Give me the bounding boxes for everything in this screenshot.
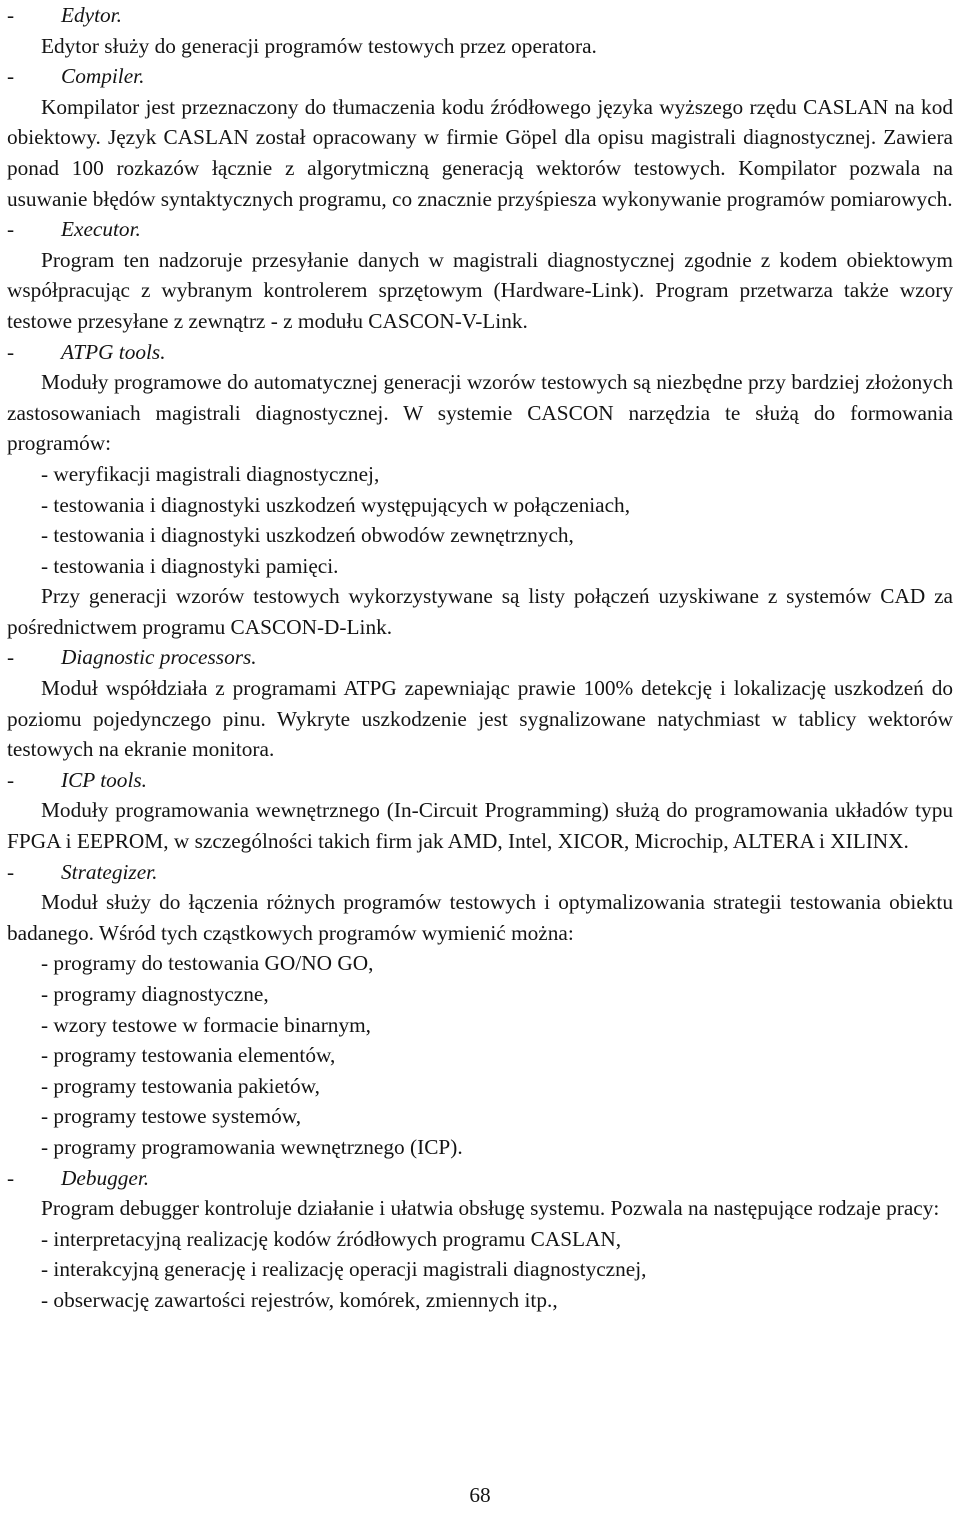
list-item: - wzory testowe w formacie binarnym, [41, 1012, 371, 1037]
heading-dash: - [7, 64, 15, 89]
section-heading [7, 642, 953, 673]
section-title: Compiler. [61, 64, 145, 89]
section-heading [7, 214, 953, 245]
heading-dash: - [7, 645, 15, 670]
section-heading [7, 0, 953, 31]
list-item: - weryfikacji magistrali diagnostycznej, [41, 461, 380, 486]
paragraph: Przy generacji wzorów testowych wykorzystywane są listy połączeń uzyskiwane z systemów CAD za pośrednictwem programu CASCON-D-Link. [7, 584, 953, 639]
heading-dash: - [7, 217, 15, 242]
heading-dash: - [7, 3, 15, 27]
list-item: - interakcyjną generację i realizację operacji magistrali diagnostycznej, [41, 1257, 647, 1282]
paragraph: Kompilator jest przeznaczony do tłumaczenia kodu źródłowego języka wyższego rzędu CASLAN na kod obiektowy. Język CASLAN został opracowany w firmie Göpel dla opisu magistrali diagnostycznej. Zawiera ponad 100 rozkazów łącznie z algorytmiczną generacją wektorów testowych. Kompilator pozwala na usuwanie błędów syntaktycznych programu, co znacznie przyśpiesza wykonywanie programów pomiarowych. [7, 94, 953, 211]
heading-dash: - [7, 1165, 15, 1190]
list-item: - programy testowe systemów, [41, 1104, 302, 1129]
section-title: Strategizer. [61, 859, 158, 884]
heading-dash: - [7, 339, 15, 364]
section-title: Edytor. [61, 3, 122, 27]
section-heading [7, 857, 953, 888]
section-title: Debugger. [61, 1165, 150, 1190]
list-item: - programy do testowania GO/NO GO, [41, 951, 374, 976]
section-title: ATPG tools. [61, 339, 166, 364]
list-item: - interpretacyjną realizację kodów źródłowych programu CASLAN, [41, 1226, 622, 1251]
list-item: - programy programowania wewnętrznego (ICP). [41, 1134, 463, 1159]
list-item: - programy testowania pakietów, [41, 1073, 320, 1098]
section-title: ICP tools. [61, 767, 147, 792]
section-title: Executor. [61, 217, 141, 242]
section-title: Diagnostic processors. [61, 645, 257, 670]
section-heading [7, 337, 953, 368]
list-item: - testowania i diagnostyki uszkodzeń obwodów zewnętrznych, [41, 523, 574, 548]
section-heading [7, 765, 953, 796]
heading-dash: - [7, 767, 15, 792]
paragraph: Edytor służy do generacji programów testowych przez operatora. [41, 33, 597, 58]
paragraph: Program debugger kontroluje działanie i ułatwia obsługę systemu. Pozwala na następujące rodzaje pracy: [41, 1196, 940, 1221]
section-heading [7, 1163, 953, 1194]
list-item: - programy diagnostyczne, [41, 982, 269, 1006]
heading-dash: - [7, 859, 15, 884]
list-item: - programy testowania elementów, [41, 1043, 336, 1068]
section-heading [7, 61, 953, 92]
page-number: 68 [469, 1483, 491, 1507]
paragraph: Moduł służy do łączenia różnych programów testowych i optymalizowania strategii testowania obiektu badanego. Wśród tych cząstkowych programów wymienić można: [7, 890, 953, 945]
list-item: - testowania i diagnostyki uszkodzeń występujących w połączeniach, [41, 492, 631, 517]
document-body [7, 0, 953, 1316]
paragraph: Moduły programowe do automatycznej generacji wzorów testowych są niezbędne przy bardziej złożonych zastosowaniach magistrali diagnostycznej. W systemie CASCON narzędzia te służą do formowania programów: [7, 370, 953, 456]
paragraph: Moduł współdziała z programami ATPG zapewniając prawie 100% detekcję i lokalizację uszkodzeń do poziomu pojedynczego pinu. Wykryte uszkodzenie jest sygnalizowane natychmiast w tablicy wektorów testowych na ekranie monitora. [7, 676, 953, 762]
paragraph: Moduły programowania wewnętrznego (In-Circuit Programming) służą do programowania układów typu FPGA i EEPROM, w szczególności takich firm jak AMD, Intel, XICOR, Microchip, ALTERA i XILINX. [7, 798, 953, 854]
list-item: - testowania i diagnostyki pamięci. [41, 553, 339, 578]
list-item: - obserwację zawartości rejestrów, komórek, zmiennych itp., [41, 1287, 558, 1312]
paragraph: Program ten nadzoruje przesyłanie danych w magistrali diagnostycznej zgodnie z kodem obiektowym współpracując z wybranym kontrolerem sprzętowym (Hardware-Link). Program przetwarza także wzory testowe przesyłane z zewnątrz - z modułu CASCON-V-Link. [7, 247, 953, 333]
